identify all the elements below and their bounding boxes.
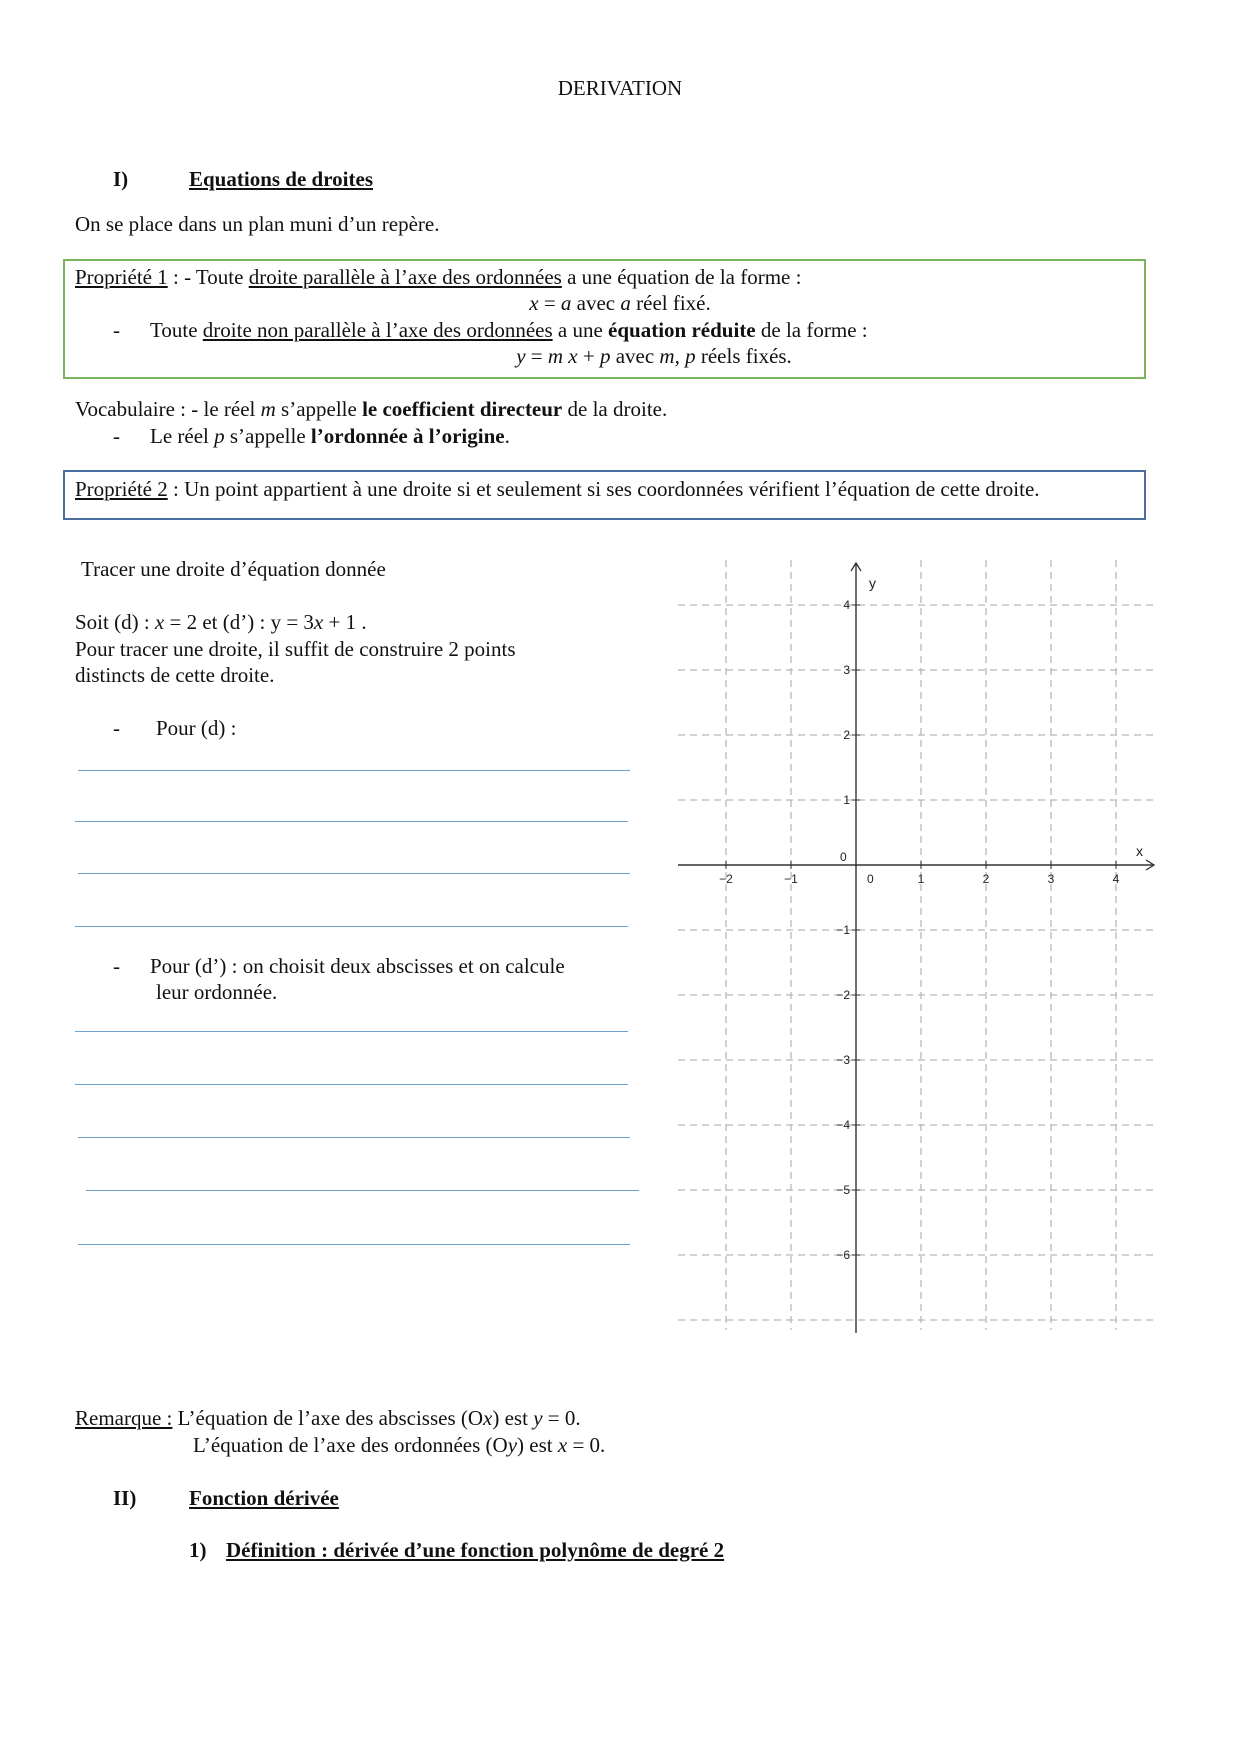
x-tick-label: 1 — [917, 872, 925, 886]
y-tick-label: −4 — [836, 1118, 850, 1132]
vocabulary-dash: - — [113, 424, 120, 448]
y-tick-label: −5 — [836, 1183, 850, 1197]
y-tick-label: −3 — [836, 1053, 850, 1067]
pour-d-prime-line-1: Pour (d’) : on choisit deux abscisses et on calcule — [150, 954, 565, 978]
property-1-equation-2: y = m x + p avec m, p réels fixés. — [516, 344, 792, 368]
section-2-number: II) — [113, 1486, 137, 1510]
x-tick-label-zero: 0 — [867, 872, 874, 886]
remark-line-2: L’équation de l’axe des ordonnées (Oy) est x = 0. — [193, 1433, 606, 1457]
trace-heading: Tracer une droite d’équation donnée — [81, 557, 386, 581]
subsection-1-number: 1) — [189, 1538, 207, 1562]
answer-line[interactable] — [78, 770, 630, 771]
pour-d-dash: - — [113, 716, 120, 740]
trace-instruction-1: Pour tracer une droite, il suffit de construire 2 points — [75, 637, 516, 661]
x-tick-label: 4 — [1112, 872, 1120, 886]
subsection-1-heading: Définition : dérivée d’une fonction polynôme de degré 2 — [226, 1538, 725, 1562]
property-1-line-1: Propriété 1 : - Toute droite parallèle à l’axe des ordonnées a une équation de la forme : — [75, 265, 802, 289]
y-axis-label: y — [869, 575, 876, 591]
section-2-heading: Fonction dérivée — [189, 1486, 339, 1510]
vocabulary-line-2: Le réel p s’appelle l’ordonnée à l’origine. — [150, 424, 510, 448]
remark-label: Remarque : — [75, 1406, 173, 1430]
page-title: DERIVATION — [557, 76, 683, 100]
property-2-label: Propriété 2 — [75, 477, 168, 501]
section-1-number: I) — [113, 167, 129, 191]
property-1-equation-1: x = a avec a réel fixé. — [529, 291, 711, 315]
y-tick-label: −6 — [836, 1248, 850, 1262]
x-tick-label: −2 — [719, 872, 733, 886]
x-tick-label: 2 — [982, 872, 990, 886]
vocabulary-line-1: Vocabulaire : - le réel m s’appelle le coefficient directeur de la droite. — [75, 397, 668, 421]
answer-line[interactable] — [78, 1137, 630, 1138]
property-2-text: Propriété 2 : Un point appartient à une droite si et seulement si ses coordonnées vérifient l’équation de cette droite. — [75, 477, 1040, 501]
answer-line[interactable] — [78, 873, 630, 874]
remark-line-1: Remarque : L’équation de l’axe des abscisses (Ox) est y = 0. — [75, 1406, 581, 1430]
y-tick-label: 1 — [843, 793, 850, 807]
x-tick-label: 3 — [1047, 872, 1055, 886]
section-1-intro: On se place dans un plan muni d’un repère. — [75, 212, 440, 236]
answer-line[interactable] — [78, 1244, 630, 1245]
x-axis-label: x — [1136, 843, 1143, 859]
y-tick-label: −1 — [836, 923, 850, 937]
pour-d-prime-line-2: leur ordonnée. — [156, 980, 278, 1004]
y-tick-label: −2 — [836, 988, 850, 1002]
answer-line[interactable] — [75, 821, 628, 822]
origin-label: 0 — [840, 850, 847, 864]
answer-line[interactable] — [75, 1031, 628, 1032]
coordinate-grid[interactable] — [676, 555, 1156, 1335]
pour-d-prime-dash: - — [113, 954, 120, 978]
property-1-dash: - — [113, 318, 120, 342]
property-1-line-2: Toute droite non parallèle à l’axe des ordonnées a une équation réduite de la forme : — [150, 318, 868, 342]
x-tick-label: −1 — [784, 872, 798, 886]
y-tick-label: 3 — [843, 663, 850, 677]
property-1-label: Propriété 1 — [75, 265, 168, 289]
y-tick-label: 2 — [843, 728, 850, 742]
answer-line[interactable] — [86, 1190, 639, 1191]
pour-d-label: Pour (d) : — [156, 716, 237, 740]
trace-soit: Soit (d) : x = 2 et (d’) : y = 3x + 1 . — [75, 610, 367, 634]
section-1-heading: Equations de droites — [189, 167, 373, 191]
trace-instruction-2: distincts de cette droite. — [75, 663, 275, 687]
y-tick-label: 4 — [843, 598, 850, 612]
answer-line[interactable] — [75, 1084, 628, 1085]
answer-line[interactable] — [75, 926, 628, 927]
